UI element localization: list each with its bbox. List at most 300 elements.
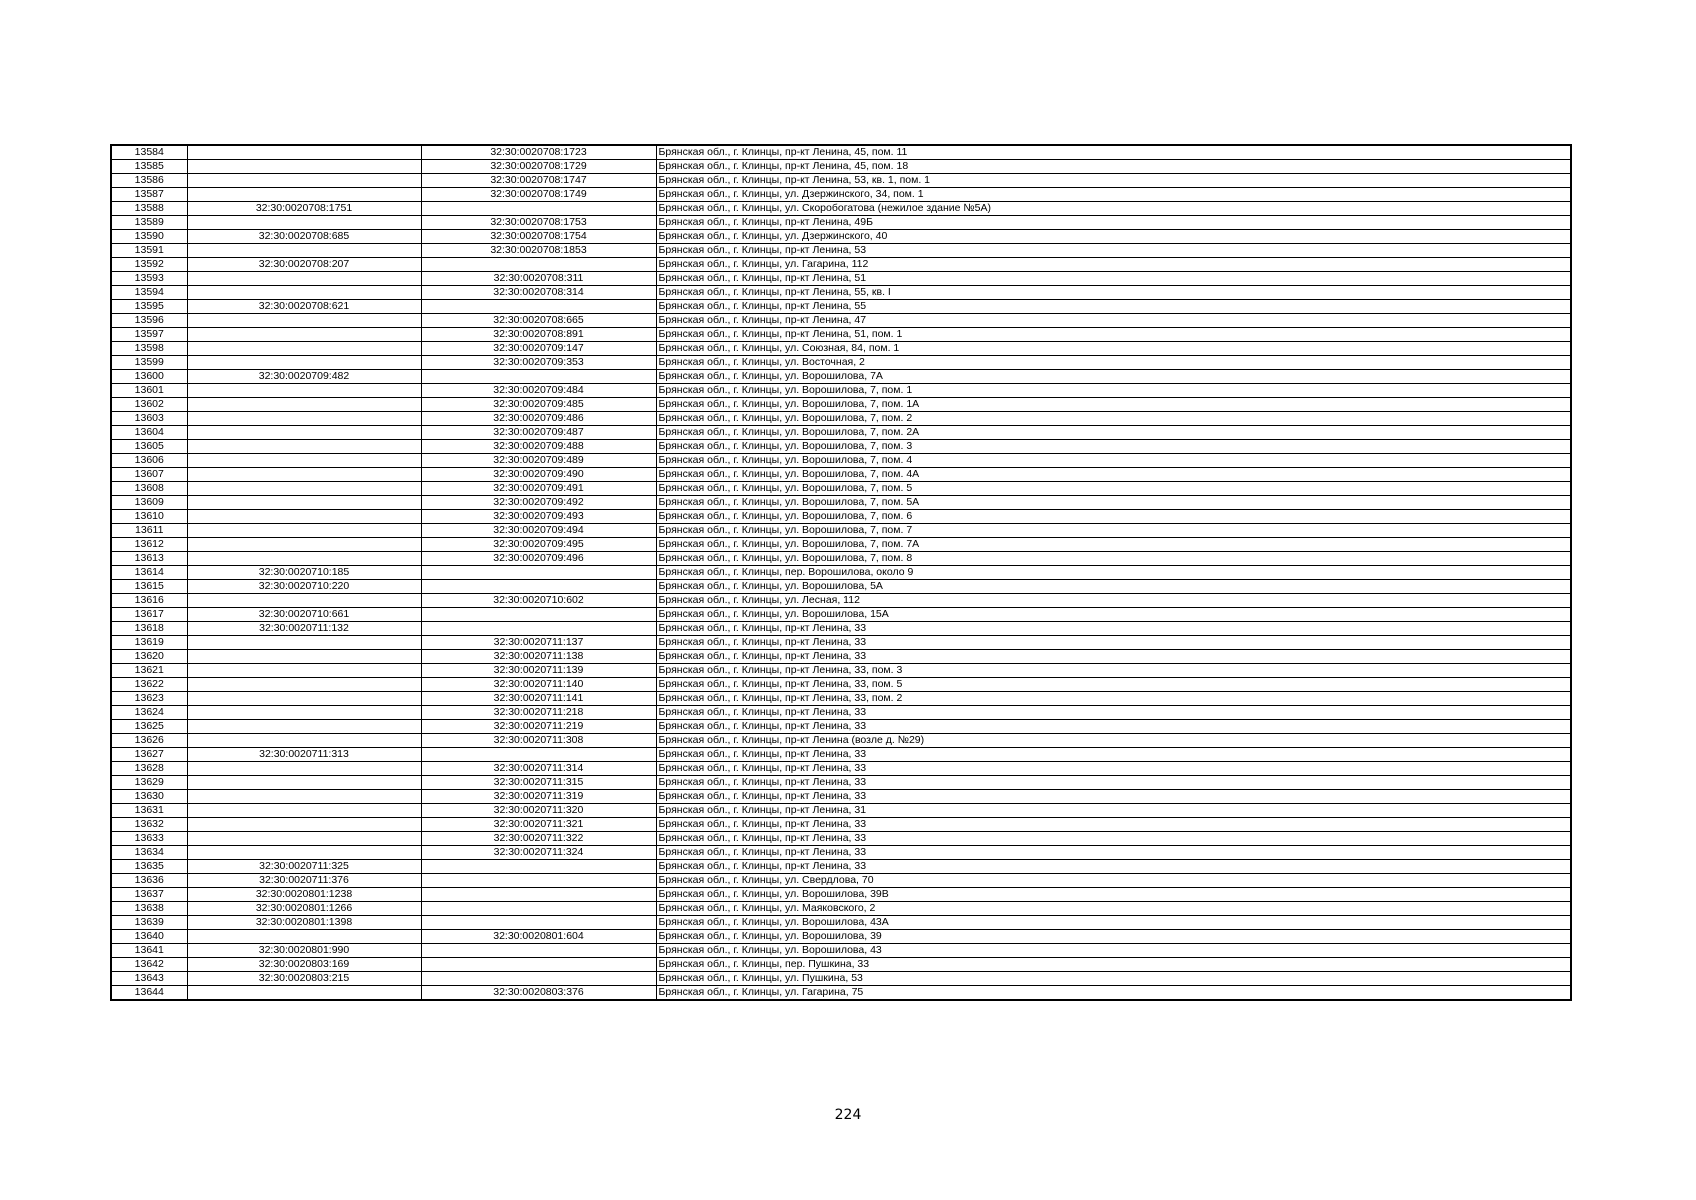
premises-cadastral-cell <box>421 622 656 636</box>
building-cadastral-cell: 32:30:0020711:132 <box>187 622 421 636</box>
premises-cadastral-cell: 32:30:0020709:495 <box>421 538 656 552</box>
address-cell: Брянская обл., г. Клинцы, ул. Лесная, 112 <box>656 594 1571 608</box>
table-row <box>111 874 1571 888</box>
table-row <box>111 636 1571 650</box>
building-cadastral-cell: 32:30:0020710:220 <box>187 580 421 594</box>
building-cadastral-cell <box>187 244 421 258</box>
building-cadastral-cell <box>187 818 421 832</box>
premises-cadastral-cell <box>421 748 656 762</box>
table-row <box>111 972 1571 986</box>
address-cell: Брянская обл., г. Клинцы, пр-кт Ленина, 55, кв. I <box>656 286 1571 300</box>
table-row <box>111 986 1571 1001</box>
address-cell: Брянская обл., г. Клинцы, пр-кт Ленина, 53, кв. 1, пом. 1 <box>656 174 1571 188</box>
address-cell: Брянская обл., г. Клинцы, ул. Ворошилова, 7, пом. 2 <box>656 412 1571 426</box>
row-number-cell: 13633 <box>111 832 187 846</box>
address-cell: Брянская обл., г. Клинцы, ул. Ворошилова, 5А <box>656 580 1571 594</box>
row-number-cell: 13618 <box>111 622 187 636</box>
address-cell: Брянская обл., г. Клинцы, пр-кт Ленина, 33 <box>656 832 1571 846</box>
row-number-cell: 13636 <box>111 874 187 888</box>
table-row <box>111 566 1571 580</box>
building-cadastral-cell <box>187 384 421 398</box>
address-cell: Брянская обл., г. Клинцы, пр-кт Ленина, 33, пом. 3 <box>656 664 1571 678</box>
building-cadastral-cell <box>187 832 421 846</box>
row-number-cell: 13592 <box>111 258 187 272</box>
address-cell: Брянская обл., г. Клинцы, ул. Ворошилова, 7, пом. 7 <box>656 524 1571 538</box>
row-number-cell: 13584 <box>111 145 187 160</box>
premises-cadastral-cell <box>421 874 656 888</box>
premises-cadastral-cell: 32:30:0020709:486 <box>421 412 656 426</box>
row-number-cell: 13612 <box>111 538 187 552</box>
table-row <box>111 678 1571 692</box>
premises-cadastral-cell: 32:30:0020709:489 <box>421 454 656 468</box>
address-cell: Брянская обл., г. Клинцы, ул. Маяковского, 2 <box>656 902 1571 916</box>
row-number-cell: 13635 <box>111 860 187 874</box>
address-cell: Брянская обл., г. Клинцы, пр-кт Ленина, 33 <box>656 622 1571 636</box>
address-cell: Брянская обл., г. Клинцы, ул. Ворошилова, 39 <box>656 930 1571 944</box>
row-number-cell: 13641 <box>111 944 187 958</box>
premises-cadastral-cell: 32:30:0020708:1853 <box>421 244 656 258</box>
table-row <box>111 258 1571 272</box>
building-cadastral-cell <box>187 342 421 356</box>
premises-cadastral-cell <box>421 370 656 384</box>
building-cadastral-cell <box>187 720 421 734</box>
premises-cadastral-cell: 32:30:0020711:140 <box>421 678 656 692</box>
row-number-cell: 13585 <box>111 160 187 174</box>
table-row <box>111 328 1571 342</box>
row-number-cell: 13638 <box>111 902 187 916</box>
row-number-cell: 13590 <box>111 230 187 244</box>
row-number-cell: 13640 <box>111 930 187 944</box>
building-cadastral-cell <box>187 314 421 328</box>
row-number-cell: 13642 <box>111 958 187 972</box>
row-number-cell: 13637 <box>111 888 187 902</box>
building-cadastral-cell: 32:30:0020801:1398 <box>187 916 421 930</box>
table-row <box>111 356 1571 370</box>
address-cell: Брянская обл., г. Клинцы, ул. Ворошилова, 7, пом. 1А <box>656 398 1571 412</box>
table-row <box>111 482 1571 496</box>
table-row <box>111 958 1571 972</box>
address-cell: Брянская обл., г. Клинцы, ул. Ворошилова, 7, пом. 2А <box>656 426 1571 440</box>
premises-cadastral-cell: 32:30:0020711:218 <box>421 706 656 720</box>
row-number-cell: 13631 <box>111 804 187 818</box>
address-cell: Брянская обл., г. Клинцы, ул. Ворошилова, 7, пом. 8 <box>656 552 1571 566</box>
table-row <box>111 216 1571 230</box>
row-number-cell: 13620 <box>111 650 187 664</box>
address-cell: Брянская обл., г. Клинцы, пер. Ворошилова, около 9 <box>656 566 1571 580</box>
row-number-cell: 13596 <box>111 314 187 328</box>
building-cadastral-cell <box>187 482 421 496</box>
address-cell: Брянская обл., г. Клинцы, ул. Свердлова, 70 <box>656 874 1571 888</box>
table-row <box>111 832 1571 846</box>
table-row <box>111 160 1571 174</box>
row-number-cell: 13604 <box>111 426 187 440</box>
address-cell: Брянская обл., г. Клинцы, пр-кт Ленина, 33 <box>656 650 1571 664</box>
premises-cadastral-cell: 32:30:0020711:137 <box>421 636 656 650</box>
table-row <box>111 692 1571 706</box>
building-cadastral-cell <box>187 440 421 454</box>
table-row <box>111 230 1571 244</box>
row-number-cell: 13621 <box>111 664 187 678</box>
building-cadastral-cell <box>187 762 421 776</box>
address-cell: Брянская обл., г. Клинцы, пр-кт Ленина, 33 <box>656 720 1571 734</box>
row-number-cell: 13593 <box>111 272 187 286</box>
premises-cadastral-cell <box>421 566 656 580</box>
building-cadastral-cell: 32:30:0020801:990 <box>187 944 421 958</box>
row-number-cell: 13601 <box>111 384 187 398</box>
table-row <box>111 174 1571 188</box>
row-number-cell: 13628 <box>111 762 187 776</box>
table-row <box>111 440 1571 454</box>
table-row <box>111 930 1571 944</box>
premises-cadastral-cell: 32:30:0020709:487 <box>421 426 656 440</box>
row-number-cell: 13606 <box>111 454 187 468</box>
address-cell: Брянская обл., г. Клинцы, ул. Пушкина, 53 <box>656 972 1571 986</box>
premises-cadastral-cell <box>421 860 656 874</box>
building-cadastral-cell: 32:30:0020708:207 <box>187 258 421 272</box>
building-cadastral-cell <box>187 216 421 230</box>
building-cadastral-cell <box>187 412 421 426</box>
address-cell: Брянская обл., г. Клинцы, пр-кт Ленина, 45, пом. 11 <box>656 145 1571 160</box>
row-number-cell: 13629 <box>111 776 187 790</box>
building-cadastral-cell <box>187 398 421 412</box>
premises-cadastral-cell: 32:30:0020711:322 <box>421 832 656 846</box>
address-cell: Брянская обл., г. Клинцы, пр-кт Ленина, 33 <box>656 846 1571 860</box>
premises-cadastral-cell <box>421 608 656 622</box>
premises-cadastral-cell: 32:30:0020801:604 <box>421 930 656 944</box>
address-cell: Брянская обл., г. Клинцы, пр-кт Ленина, 51 <box>656 272 1571 286</box>
building-cadastral-cell: 32:30:0020803:215 <box>187 972 421 986</box>
row-number-cell: 13627 <box>111 748 187 762</box>
address-cell: Брянская обл., г. Клинцы, пр-кт Ленина, 33, пом. 2 <box>656 692 1571 706</box>
premises-cadastral-cell <box>421 902 656 916</box>
address-cell: Брянская обл., г. Клинцы, ул. Ворошилова, 7, пом. 7А <box>656 538 1571 552</box>
building-cadastral-cell <box>187 664 421 678</box>
address-cell: Брянская обл., г. Клинцы, пр-кт Ленина, 33, пом. 5 <box>656 678 1571 692</box>
row-number-cell: 13643 <box>111 972 187 986</box>
table-row <box>111 342 1571 356</box>
row-number-cell: 13594 <box>111 286 187 300</box>
table-row <box>111 650 1571 664</box>
address-cell: Брянская обл., г. Клинцы, ул. Ворошилова, 7, пом. 4А <box>656 468 1571 482</box>
address-cell: Брянская обл., г. Клинцы, пр-кт Ленина, 33 <box>656 776 1571 790</box>
building-cadastral-cell <box>187 496 421 510</box>
building-cadastral-cell <box>187 538 421 552</box>
building-cadastral-cell <box>187 454 421 468</box>
address-cell: Брянская обл., г. Клинцы, пр-кт Ленина, 33 <box>656 762 1571 776</box>
premises-cadastral-cell: 32:30:0020708:1729 <box>421 160 656 174</box>
building-cadastral-cell <box>187 678 421 692</box>
address-cell: Брянская обл., г. Клинцы, ул. Ворошилова, 7, пом. 4 <box>656 454 1571 468</box>
row-number-cell: 13615 <box>111 580 187 594</box>
table-row <box>111 468 1571 482</box>
building-cadastral-cell <box>187 692 421 706</box>
table-row <box>111 608 1571 622</box>
premises-cadastral-cell <box>421 258 656 272</box>
premises-cadastral-cell: 32:30:0020708:1753 <box>421 216 656 230</box>
address-cell: Брянская обл., г. Клинцы, пр-кт Ленина, 51, пом. 1 <box>656 328 1571 342</box>
premises-cadastral-cell: 32:30:0020710:602 <box>421 594 656 608</box>
building-cadastral-cell <box>187 356 421 370</box>
building-cadastral-cell <box>187 790 421 804</box>
premises-cadastral-cell: 32:30:0020711:308 <box>421 734 656 748</box>
premises-cadastral-cell <box>421 202 656 216</box>
address-cell: Брянская обл., г. Клинцы, ул. Ворошилова, 43А <box>656 916 1571 930</box>
table-row <box>111 594 1571 608</box>
premises-cadastral-cell: 32:30:0020709:353 <box>421 356 656 370</box>
building-cadastral-cell <box>187 594 421 608</box>
row-number-cell: 13639 <box>111 916 187 930</box>
address-cell: Брянская обл., г. Клинцы, пр-кт Ленина, 33 <box>656 790 1571 804</box>
address-cell: Брянская обл., г. Клинцы, ул. Ворошилова, 7А <box>656 370 1571 384</box>
premises-cadastral-cell: 32:30:0020711:315 <box>421 776 656 790</box>
building-cadastral-cell <box>187 286 421 300</box>
address-cell: Брянская обл., г. Клинцы, пр-кт Ленина, 53 <box>656 244 1571 258</box>
address-cell: Брянская обл., г. Клинцы, ул. Гагарина, 112 <box>656 258 1571 272</box>
premises-cadastral-cell: 32:30:0020709:488 <box>421 440 656 454</box>
address-cell: Брянская обл., г. Клинцы, пр-кт Ленина, 31 <box>656 804 1571 818</box>
building-cadastral-cell: 32:30:0020709:482 <box>187 370 421 384</box>
building-cadastral-cell <box>187 552 421 566</box>
building-cadastral-cell <box>187 510 421 524</box>
building-cadastral-cell <box>187 160 421 174</box>
premises-cadastral-cell: 32:30:0020708:1723 <box>421 145 656 160</box>
row-number-cell: 13591 <box>111 244 187 258</box>
row-number-cell: 13605 <box>111 440 187 454</box>
premises-cadastral-cell: 32:30:0020803:376 <box>421 986 656 1001</box>
table-row <box>111 860 1571 874</box>
row-number-cell: 13610 <box>111 510 187 524</box>
building-cadastral-cell: 32:30:0020803:169 <box>187 958 421 972</box>
table-row <box>111 580 1571 594</box>
table-row <box>111 244 1571 258</box>
building-cadastral-cell <box>187 734 421 748</box>
building-cadastral-cell <box>187 145 421 160</box>
building-cadastral-cell <box>187 636 421 650</box>
address-cell: Брянская обл., г. Клинцы, ул. Ворошилова, 43 <box>656 944 1571 958</box>
premises-cadastral-cell: 32:30:0020711:321 <box>421 818 656 832</box>
building-cadastral-cell <box>187 776 421 790</box>
address-cell: Брянская обл., г. Клинцы, ул. Дзержинского, 34, пом. 1 <box>656 188 1571 202</box>
address-cell: Брянская обл., г. Клинцы, ул. Дзержинского, 40 <box>656 230 1571 244</box>
building-cadastral-cell: 32:30:0020711:376 <box>187 874 421 888</box>
premises-cadastral-cell: 32:30:0020708:891 <box>421 328 656 342</box>
table-row <box>111 748 1571 762</box>
address-cell: Брянская обл., г. Клинцы, пр-кт Ленина, 33 <box>656 860 1571 874</box>
premises-cadastral-cell: 32:30:0020709:491 <box>421 482 656 496</box>
row-number-cell: 13589 <box>111 216 187 230</box>
address-cell: Брянская обл., г. Клинцы, ул. Ворошилова, 7, пом. 3 <box>656 440 1571 454</box>
row-number-cell: 13595 <box>111 300 187 314</box>
row-number-cell: 13611 <box>111 524 187 538</box>
table-row <box>111 720 1571 734</box>
table-row <box>111 272 1571 286</box>
address-cell: Брянская обл., г. Клинцы, ул. Скоробогатова (нежилое здание №5А) <box>656 202 1571 216</box>
table-row <box>111 496 1571 510</box>
table-row <box>111 202 1571 216</box>
row-number-cell: 13614 <box>111 566 187 580</box>
building-cadastral-cell <box>187 272 421 286</box>
building-cadastral-cell: 32:30:0020710:185 <box>187 566 421 580</box>
table-row <box>111 286 1571 300</box>
address-cell: Брянская обл., г. Клинцы, ул. Ворошилова, 7, пом. 1 <box>656 384 1571 398</box>
table-row <box>111 846 1571 860</box>
building-cadastral-cell: 32:30:0020711:325 <box>187 860 421 874</box>
address-cell: Брянская обл., г. Клинцы, пр-кт Ленина (возле д. №29) <box>656 734 1571 748</box>
table-row <box>111 454 1571 468</box>
table-row <box>111 804 1571 818</box>
building-cadastral-cell: 32:30:0020708:685 <box>187 230 421 244</box>
building-cadastral-cell <box>187 426 421 440</box>
table-row <box>111 538 1571 552</box>
premises-cadastral-cell: 32:30:0020711:319 <box>421 790 656 804</box>
table-row <box>111 524 1571 538</box>
row-number-cell: 13617 <box>111 608 187 622</box>
table-row <box>111 426 1571 440</box>
row-number-cell: 13586 <box>111 174 187 188</box>
table-row <box>111 188 1571 202</box>
premises-cadastral-cell: 32:30:0020711:138 <box>421 650 656 664</box>
table-row <box>111 734 1571 748</box>
address-cell: Брянская обл., г. Клинцы, ул. Гагарина, 75 <box>656 986 1571 1001</box>
table-body <box>111 145 1571 1000</box>
table-row <box>111 902 1571 916</box>
premises-cadastral-cell: 32:30:0020708:1749 <box>421 188 656 202</box>
premises-cadastral-cell <box>421 972 656 986</box>
building-cadastral-cell: 32:30:0020710:661 <box>187 608 421 622</box>
table-row <box>111 916 1571 930</box>
premises-cadastral-cell: 32:30:0020709:490 <box>421 468 656 482</box>
address-cell: Брянская обл., г. Клинцы, пр-кт Ленина, 55 <box>656 300 1571 314</box>
building-cadastral-cell: 32:30:0020801:1238 <box>187 888 421 902</box>
row-number-cell: 13619 <box>111 636 187 650</box>
table-row <box>111 412 1571 426</box>
row-number-cell: 13613 <box>111 552 187 566</box>
address-cell: Брянская обл., г. Клинцы, пр-кт Ленина, 47 <box>656 314 1571 328</box>
table-row <box>111 552 1571 566</box>
row-number-cell: 13630 <box>111 790 187 804</box>
row-number-cell: 13625 <box>111 720 187 734</box>
premises-cadastral-cell <box>421 580 656 594</box>
premises-cadastral-cell <box>421 958 656 972</box>
building-cadastral-cell: 32:30:0020708:621 <box>187 300 421 314</box>
premises-cadastral-cell: 32:30:0020711:139 <box>421 664 656 678</box>
premises-cadastral-cell: 32:30:0020709:496 <box>421 552 656 566</box>
address-cell: Брянская обл., г. Клинцы, ул. Ворошилова, 39В <box>656 888 1571 902</box>
building-cadastral-cell: 32:30:0020708:1751 <box>187 202 421 216</box>
row-number-cell: 13598 <box>111 342 187 356</box>
premises-cadastral-cell: 32:30:0020708:314 <box>421 286 656 300</box>
premises-cadastral-cell <box>421 300 656 314</box>
row-number-cell: 13616 <box>111 594 187 608</box>
row-number-cell: 13588 <box>111 202 187 216</box>
address-cell: Брянская обл., г. Клинцы, ул. Союзная, 84, пом. 1 <box>656 342 1571 356</box>
address-cell: Брянская обл., г. Клинцы, пр-кт Ленина, 33 <box>656 818 1571 832</box>
premises-cadastral-cell: 32:30:0020709:485 <box>421 398 656 412</box>
table-row <box>111 300 1571 314</box>
address-cell: Брянская обл., г. Клинцы, ул. Ворошилова, 15А <box>656 608 1571 622</box>
table-row <box>111 384 1571 398</box>
row-number-cell: 13626 <box>111 734 187 748</box>
address-cell: Брянская обл., г. Клинцы, пр-кт Ленина, 49Б <box>656 216 1571 230</box>
table-row <box>111 888 1571 902</box>
premises-cadastral-cell <box>421 944 656 958</box>
address-cell: Брянская обл., г. Клинцы, пр-кт Ленина, 33 <box>656 706 1571 720</box>
row-number-cell: 13608 <box>111 482 187 496</box>
address-cell: Брянская обл., г. Клинцы, ул. Восточная, 2 <box>656 356 1571 370</box>
premises-cadastral-cell: 32:30:0020711:141 <box>421 692 656 706</box>
building-cadastral-cell <box>187 706 421 720</box>
row-number-cell: 13632 <box>111 818 187 832</box>
cadastral-registry-table <box>110 144 1572 1001</box>
row-number-cell: 13603 <box>111 412 187 426</box>
address-cell: Брянская обл., г. Клинцы, пр-кт Ленина, 45, пом. 18 <box>656 160 1571 174</box>
building-cadastral-cell <box>187 650 421 664</box>
building-cadastral-cell <box>187 846 421 860</box>
premises-cadastral-cell: 32:30:0020708:1747 <box>421 174 656 188</box>
premises-cadastral-cell: 32:30:0020709:493 <box>421 510 656 524</box>
address-cell: Брянская обл., г. Клинцы, пер. Пушкина, 33 <box>656 958 1571 972</box>
building-cadastral-cell <box>187 188 421 202</box>
row-number-cell: 13587 <box>111 188 187 202</box>
table-row <box>111 314 1571 328</box>
table-row <box>111 944 1571 958</box>
row-number-cell: 13602 <box>111 398 187 412</box>
row-number-cell: 13599 <box>111 356 187 370</box>
row-number-cell: 13644 <box>111 986 187 1001</box>
row-number-cell: 13607 <box>111 468 187 482</box>
table-row <box>111 790 1571 804</box>
premises-cadastral-cell: 32:30:0020709:484 <box>421 384 656 398</box>
address-cell: Брянская обл., г. Клинцы, ул. Ворошилова, 7, пом. 5А <box>656 496 1571 510</box>
table-row <box>111 818 1571 832</box>
premises-cadastral-cell: 32:30:0020709:494 <box>421 524 656 538</box>
table-row <box>111 776 1571 790</box>
row-number-cell: 13609 <box>111 496 187 510</box>
table-row <box>111 762 1571 776</box>
row-number-cell: 13622 <box>111 678 187 692</box>
building-cadastral-cell: 32:30:0020711:313 <box>187 748 421 762</box>
building-cadastral-cell <box>187 930 421 944</box>
table-row <box>111 398 1571 412</box>
row-number-cell: 13597 <box>111 328 187 342</box>
table-row <box>111 145 1571 160</box>
premises-cadastral-cell: 32:30:0020711:314 <box>421 762 656 776</box>
building-cadastral-cell <box>187 986 421 1001</box>
premises-cadastral-cell: 32:30:0020708:665 <box>421 314 656 328</box>
premises-cadastral-cell: 32:30:0020709:147 <box>421 342 656 356</box>
building-cadastral-cell <box>187 468 421 482</box>
premises-cadastral-cell: 32:30:0020708:1754 <box>421 230 656 244</box>
premises-cadastral-cell <box>421 916 656 930</box>
premises-cadastral-cell: 32:30:0020709:492 <box>421 496 656 510</box>
table-row <box>111 622 1571 636</box>
row-number-cell: 13624 <box>111 706 187 720</box>
premises-cadastral-cell: 32:30:0020711:320 <box>421 804 656 818</box>
premises-cadastral-cell: 32:30:0020711:324 <box>421 846 656 860</box>
table-row <box>111 370 1571 384</box>
row-number-cell: 13634 <box>111 846 187 860</box>
premises-cadastral-cell <box>421 888 656 902</box>
building-cadastral-cell <box>187 804 421 818</box>
address-cell: Брянская обл., г. Клинцы, ул. Ворошилова, 7, пом. 5 <box>656 482 1571 496</box>
table-row <box>111 510 1571 524</box>
building-cadastral-cell <box>187 328 421 342</box>
table-row <box>111 706 1571 720</box>
premises-cadastral-cell: 32:30:0020711:219 <box>421 720 656 734</box>
address-cell: Брянская обл., г. Клинцы, пр-кт Ленина, 33 <box>656 636 1571 650</box>
building-cadastral-cell <box>187 524 421 538</box>
address-cell: Брянская обл., г. Клинцы, ул. Ворошилова, 7, пом. 6 <box>656 510 1571 524</box>
